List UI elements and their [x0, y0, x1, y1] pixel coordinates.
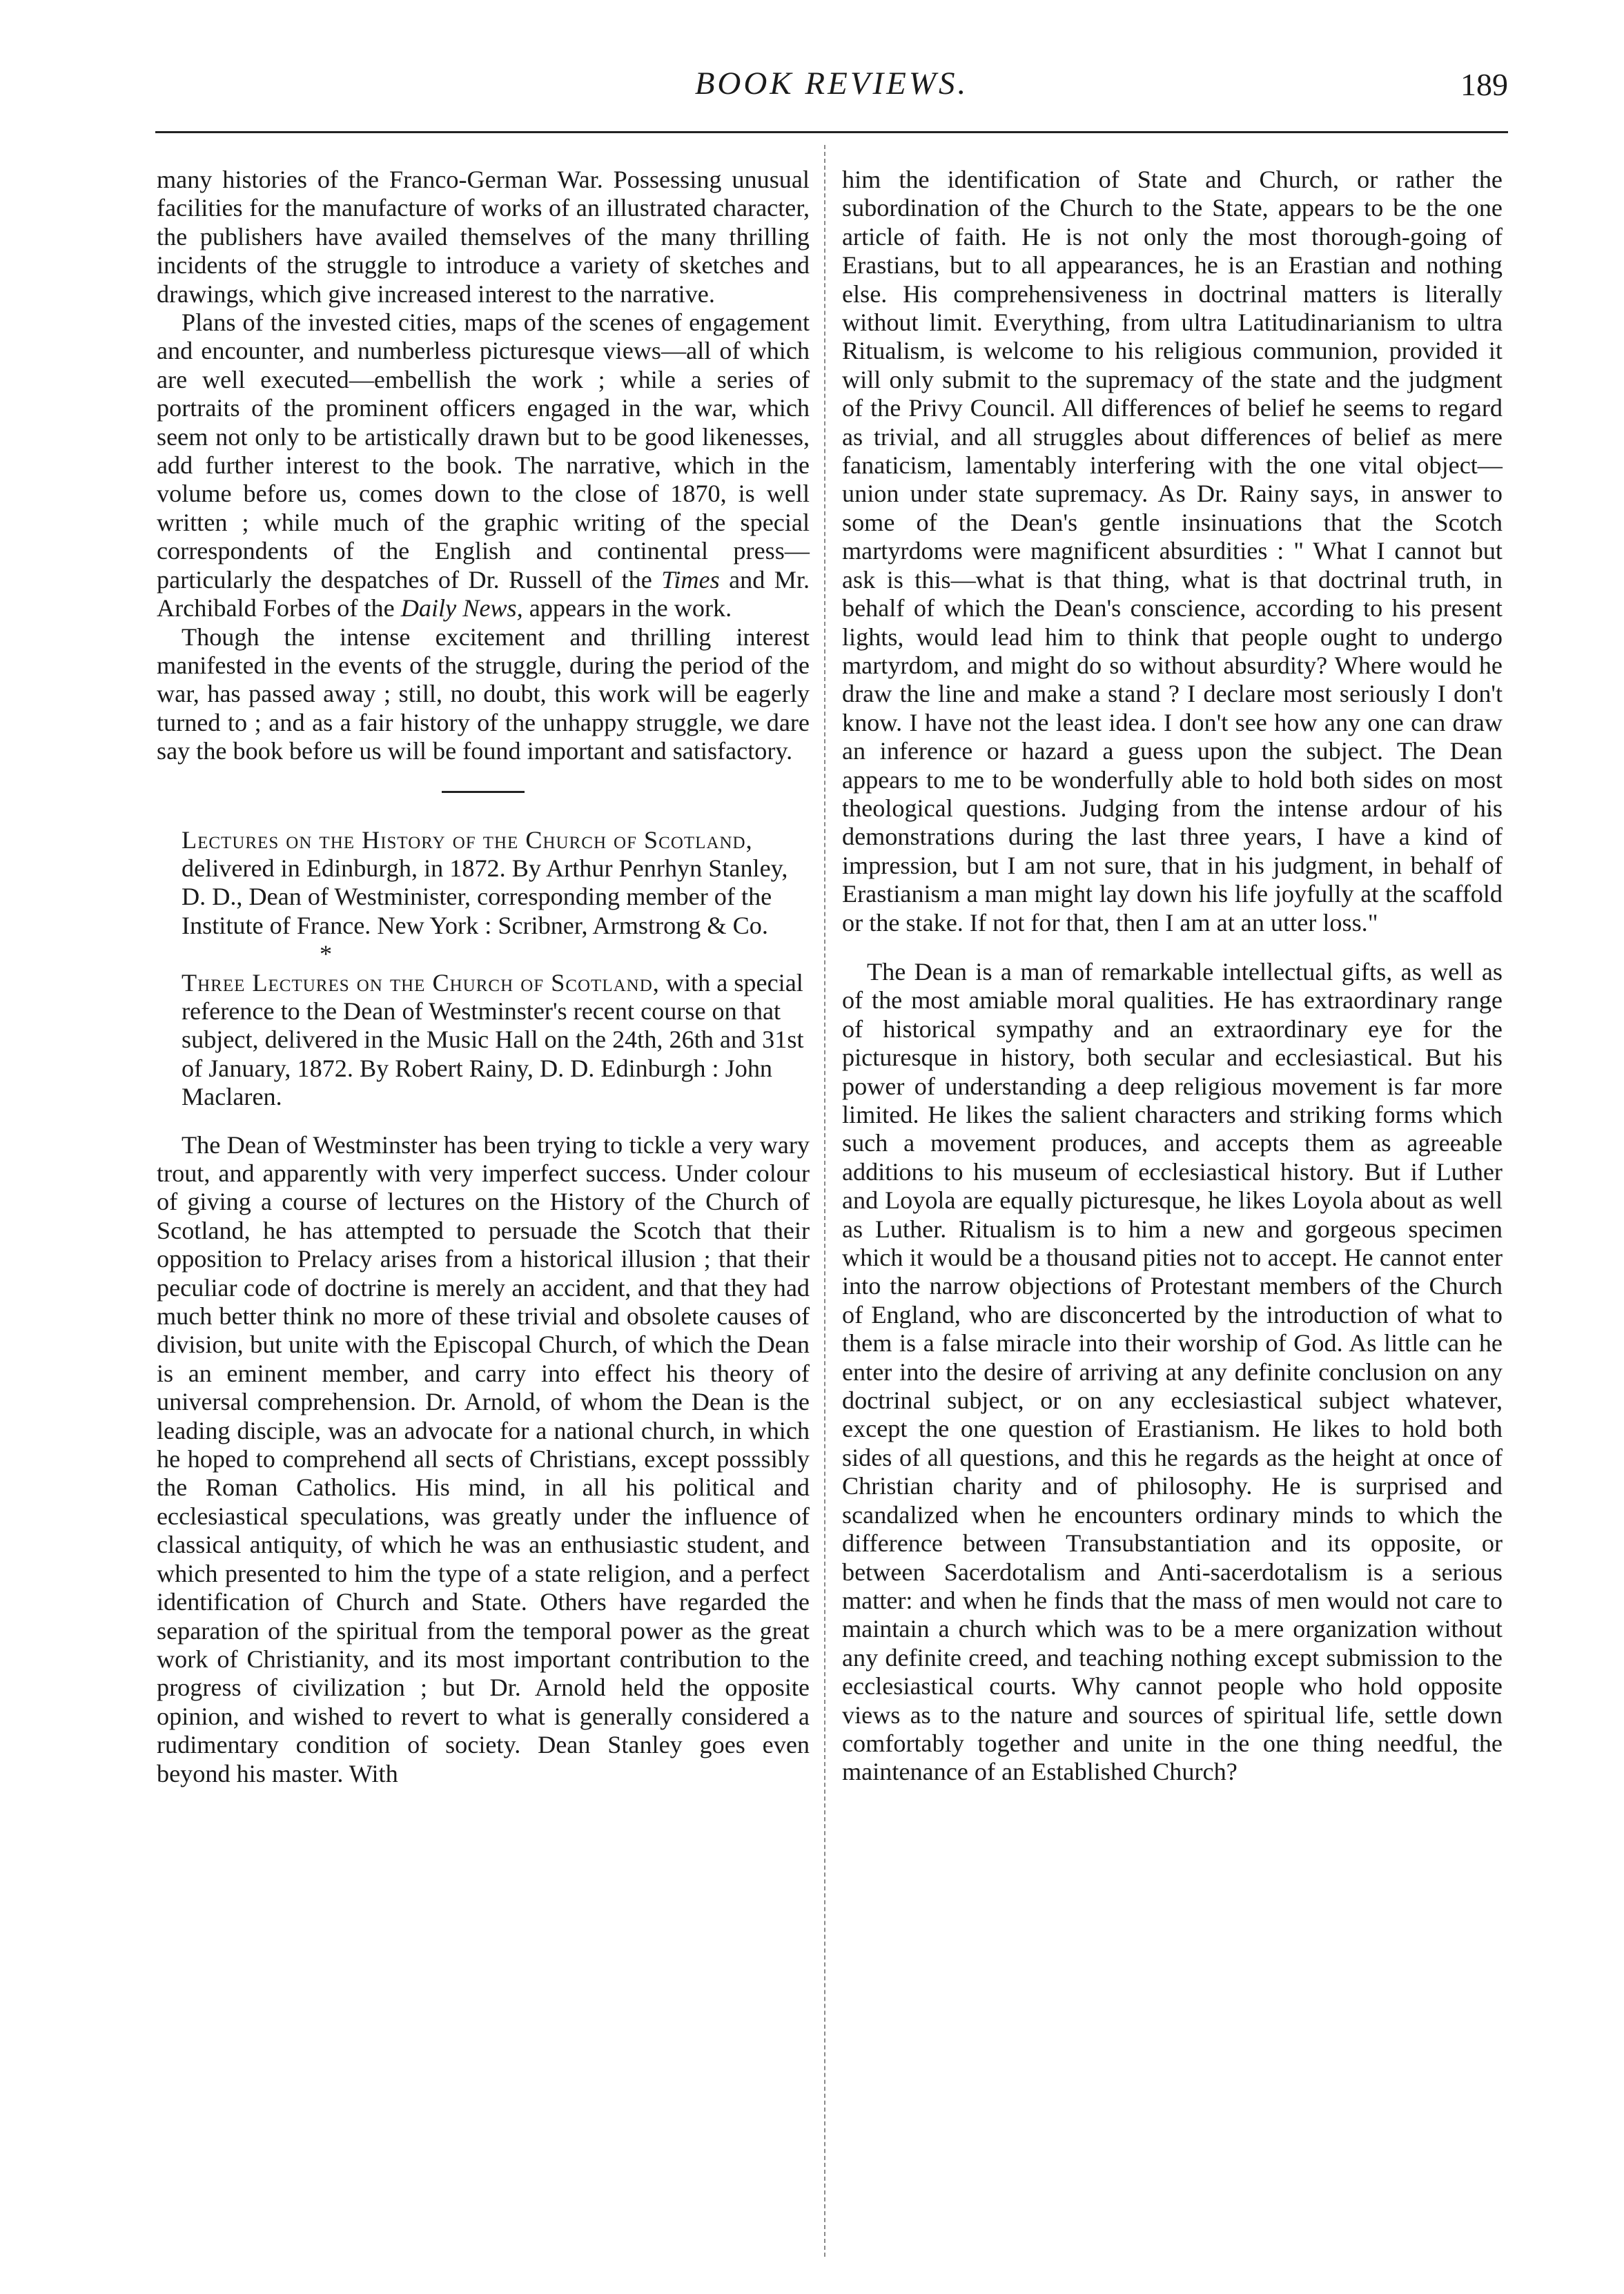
- right-column: [842, 166, 1503, 1787]
- book-details: with a special reference to the Dean of Westminster's recent course on that subject, delivered in the Music Hall on the 24th, 26th and 31st of January, 1872. By Robert Rainy, D. D. Edinburgh : John Maclaren.: [182, 968, 804, 1111]
- asterisk-mark: *: [320, 940, 333, 968]
- paragraph: The Dean of Westminster has been trying to tickle a very wary trout, and apparently with very imperfect success. Under colour of giving a course of lectures on the History of the Church of Scotland, he has attempted to persuade the Scotch that their opposition to Prelacy arises from a historical illusion ; that their peculiar code of doctrine is merely an accident, and that they had much better think no more of these trivial and obsolete causes of division, but unite with the Episcopal Church, of which the Dean is an eminent member, and carry into effect his theory of universal comprehension. Dr. Arnold, of whom the Dean is the leading disciple, was an advocate for a national church, in which he hoped to comprehend all sects of Christians, except posssibly the Roman Catholics. His mind, in all his political and ecclesiastical speculations, was greatly under the influence of classical antiquity, of which he was an enthusiastic student, and which presented to him the type of a state religion, and a perfect identification of Church and State. Others have regarded the separation of the spiritual from the temporal power as the great work of Christianity, and its most important contribution to the progress of civilization ; but Dr. Arnold held the opposite opinion, and wished to revert to what is generally considered a rudimentary condition of society. Dean Stanley goes even beyond his master. With: [157, 1130, 810, 1787]
- paragraph-text: and Mr. Archibald Forbes of the: [157, 565, 810, 622]
- running-title: BOOK REVIEWS.: [694, 66, 969, 101]
- paragraph: Though the intense excitement and thrilling interest manifested in the events of the struggle, during the period of the war, has passed away ; still, no doubt, this work will be eagerly turned to ; and as a fair history of the unhappy struggle, we dare say the book before us will be found important and satisfactory.: [157, 622, 810, 765]
- book-title: Lectures on the History of the Church of Scotland,: [182, 825, 753, 854]
- book-title: Three Lectures on the Church of Scotland,: [182, 968, 660, 997]
- paragraph-text: Plans of the invested cities, maps of the scenes of engagement and encounter, and numberless picturesque views—all of which are well executed—embellish the work ; while a series of portraits of the prominent officers engaged in the war, which seem not only to be artistically drawn but to be good likenesses, add further interest to the book. The narrative, which in the volume before us, comes down to the close of 1870, is well written ; while much of the graphic writing of the special correspondents of the English and continental press—particularly the despatches of Dr. Russell of the: [157, 308, 810, 594]
- book-details: delivered in Edinburgh, in 1872. By Arthur Penrhyn Stanley, D. D., Dean of Westminister, corresponding member of the Institute of France. New York : Scribner, Armstrong & Co.: [182, 854, 788, 939]
- newspaper-title: Times: [661, 565, 720, 594]
- page-number: 189: [1460, 67, 1508, 102]
- paragraph: [157, 308, 810, 622]
- paragraph: The Dean is a man of remarkable intellectual gifts, as well as of the most amiable moral qualities. He has extraordinary range of historical sympathy and an extraordinary eye for the picturesque in history, both secular and ecclesiastical. But his power of understanding a deep religious movement is far more limited. He likes the salient characters and striking forms which such a movement produces, and accepts them as agreeable additions to his museum of ecclesiastical history. But if Luther and Loyola are equally picturesque, he likes Loyola about as well as Luther. Ritualism is to him a new and gorgeous specimen which it would be a thousand pities not to accept. He cannot enter into the narrow objections of Protestant members of the Church of England, who are disconcerted by the introduction of what to them is a false miracle into their worship of God. As little can he enter into the desire of arriving at any definite conclusion on any doctrinal subject, or on any ecclesiastical subject whatever, except the one question of Erastianism. He likes to hold both sides of all questions, and this he regards as the height at once of Christian charity and of philosophy. He is surprised and scandalized when he encounters ordinary minds to which the difference between Transubstantiation and its opposite, or between Sacerdotalism and Anti-sacerdotalism is a serious matter: and when he finds that the mass of men would not care to maintain a church which was to be a mere organization without any definite creed, and teaching nothing except submission to the ecclesiastical courts. Why cannot people who hold opposite views as to the nature and sources of spiritual life, settle down comfortably together and unite in the one thing needful, the maintenance of an Established Church?: [842, 957, 1503, 1786]
- book-entry: [157, 826, 810, 969]
- newspaper-title: Daily News,: [400, 594, 523, 622]
- header-rule: [155, 131, 1508, 133]
- column-divider: [824, 145, 825, 2257]
- page-header: [155, 61, 1508, 116]
- paragraph: many histories of the Franco-German War. Possessing unusual facilities for the manufacture of works of an illustrated character, the publishers have availed themselves of the many thrilling incidents of the struggle to introduce a variety of sketches and drawings, which give increased interest to the narrative.: [157, 166, 810, 308]
- left-column: [157, 166, 810, 1788]
- book-entry: [157, 969, 810, 1112]
- section-divider: [442, 791, 525, 793]
- paragraph: him the identification of State and Church, or rather the subordination of the Church to the State, appears to be the one article of faith. He is not only the most thorough-going of Erastians, but to all appearances, he is an Erastian and nothing else. His comprehensiveness in doctrinal matters is literally without limit. Everything, from ultra Latitudinarianism to ultra Ritualism, is welcome to his religious communion, provided it will only submit to the supremacy of the state and the judgment of the Privy Council. All differences of belief he seems to regard as trivial, and all struggles about differences of belief as mere fanaticism, lamentably interfering with the one vital object—union under state supremacy. As Dr. Rainy says, in answer to some of the Dean's gentle insinuations that the Scotch martyrdoms were magnificent absurdities : " What I cannot but ask is this—what is that thing, what is that doctrinal truth, in behalf of which the Dean's conscience, according to his present lights, would lead him to think that people ought to undergo martyrdom, and might do so without absurdity? Where would he draw the line and make a stand ? I declare most seriously I don't know. I have not the least idea. I don't see how any one can draw an inference or hazard a guess upon the subject. The Dean appears to me to be wonderfully able to hold both sides on most theological questions. Judging from the intense ardour of his demonstrations during the last three years, I have a kind of impression, but I am not sure, that in his judgment, in behalf of Erastianism a man might lay down his life joyfully at the scaffold or the stake. If not for that, then I am at an utter loss.": [842, 166, 1503, 937]
- paragraph-text: appears in the work.: [529, 594, 732, 622]
